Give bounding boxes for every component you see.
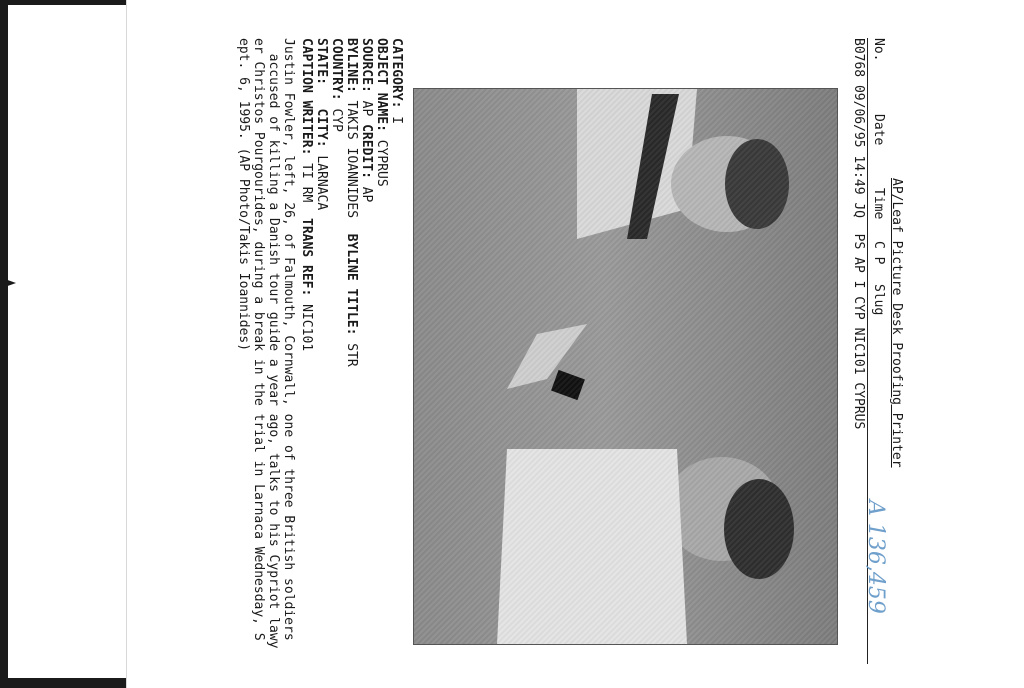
scan-border-left bbox=[0, 0, 8, 688]
header-slug: Slug bbox=[871, 284, 886, 316]
photo-texture bbox=[414, 89, 837, 644]
caption-line-3: er Christos Pourgourides, during a break in the trial in Larnaca Wednesday, S bbox=[251, 38, 266, 641]
handwritten-note: A 136,459 bbox=[863, 500, 888, 614]
caption-line-4: ept. 6, 1995. (AP Photo/Takis Ioannides) bbox=[236, 38, 251, 352]
meta-state-city: STATE: CITY: LARNACA bbox=[314, 38, 329, 211]
caption-line-2: accused of killing a Danish tour guide a year ago, talks to his Cypriot lawy bbox=[266, 38, 281, 649]
record-line: B0768 09/06/95 14:49 JQ PS AP I CYP NIC101 CYPRUS bbox=[851, 38, 866, 430]
scan-border-bottom bbox=[0, 678, 126, 688]
printer-title: AP/Leaf Picture Desk Proofing Printer bbox=[889, 178, 904, 468]
press-photo bbox=[413, 88, 838, 645]
arrow-marker-icon bbox=[2, 278, 16, 288]
proof-sheet bbox=[236, 0, 924, 649]
meta-object-name: OBJECT NAME: CYPRUS bbox=[374, 38, 389, 187]
header-no: No. bbox=[871, 38, 886, 62]
meta-source: SOURCE: AP CREDIT: AP bbox=[359, 38, 374, 203]
scan-border-top bbox=[0, 0, 126, 5]
header-date: Date bbox=[871, 114, 886, 146]
meta-country: COUNTRY: CYP bbox=[329, 38, 344, 132]
caption-line-1: Justin Fowler, left, 26, of Falmouth, Cornwall, one of three British soldiers bbox=[281, 38, 296, 641]
meta-category: CATEGORY: I bbox=[389, 38, 404, 125]
header-time: Time bbox=[871, 188, 886, 220]
header-cp: C P bbox=[871, 241, 886, 265]
meta-caption-writer: CAPTION WRITER: TI RM TRANS REF: NIC101 bbox=[299, 38, 314, 352]
page-edge bbox=[126, 0, 127, 688]
meta-byline: BYLINE: TAKIS IOANNIDES BYLINE TITLE: STR bbox=[344, 38, 359, 367]
